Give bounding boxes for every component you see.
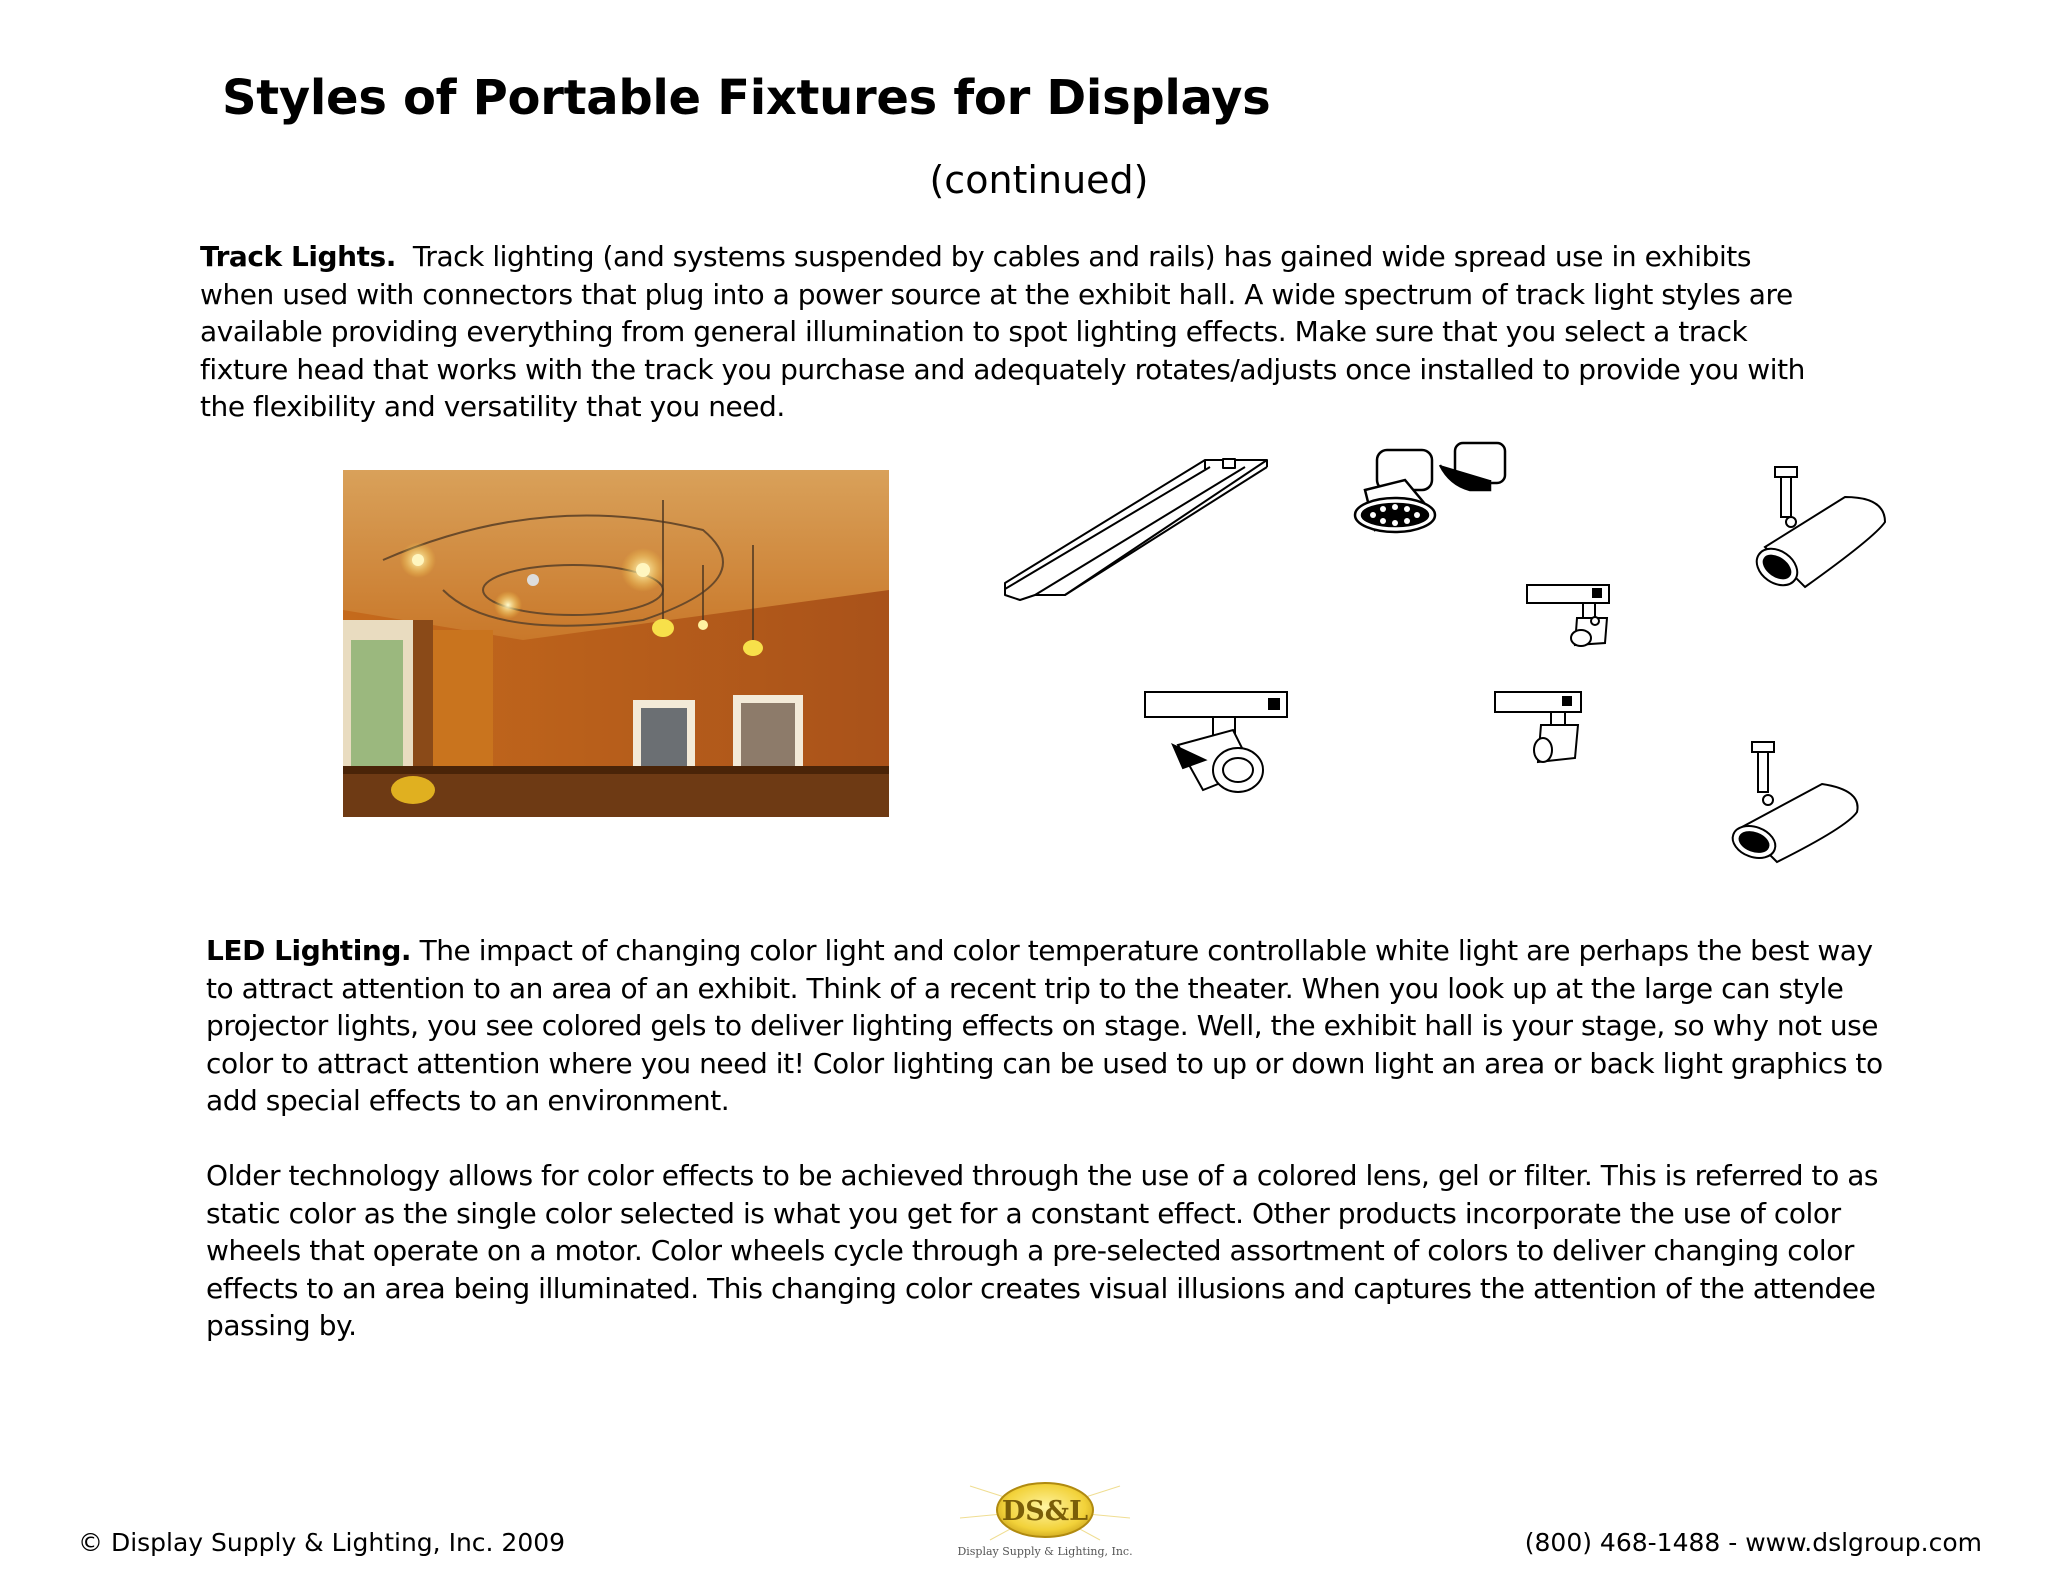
cylinder-track-head-illustration <box>1745 467 1890 597</box>
twin-spot-fixture-illustration <box>1355 435 1510 535</box>
logo-caption: Display Supply & Lighting, Inc. <box>957 1545 1133 1558</box>
small-track-head-illustration <box>1525 583 1615 653</box>
track-lighting-room-photo <box>343 470 889 817</box>
led-lighting-paragraph <box>206 932 1906 1120</box>
page-subtitle: (continued) <box>929 158 1149 202</box>
color-technology-paragraph: Older technology allows for color effects to be achieved through the use of a colored lens, gel or filter. This is referred to as static color as the single color selected is what you get for a constant effect. Other products incorporate the use of color wheels that operate on a motor. Color wheels cycle through a pre-selected assortment of colors to deliver changing color effects to an area being illuminated. This changing color creates visual illusions and captures the attention of the attendee passing by. <box>206 1159 1879 1342</box>
track-rail-illustration <box>1005 455 1270 605</box>
page-title: Styles of Portable Fixtures for Displays <box>222 70 1271 126</box>
compact-track-head-illustration <box>1493 690 1593 770</box>
track-head-with-housing-illustration <box>1143 690 1293 800</box>
led-lighting-body: The impact of changing color light and color temperature controllable white light are perhaps the best way to attract attention to an area of an exhibit. Think of a recent trip to the theater. When you look up at the large can style projector lights, you see colored gels to deliver lighting effects on stage. Well, the exhibit hall is your stage, so why not use color to attract attention where you need it! Color lighting can be used to up or down light an area or back light graphics to add special effects to an environment. <box>206 934 1883 1117</box>
track-lights-body: Track lighting (and systems suspended by cables and rails) has gained wide spread use in exhibits when used with connectors that plug into a power source at the exhibit hall. A wide spectrum of track light styles are available providing everything from general illumination to spot lighting effects. Make sure that you select a track fixture head that works with the track you purchase and adequately rotates/adjusts once installed to provide you with the flexibility and versatility that you need. <box>200 240 1805 423</box>
logo-text: DS&L <box>1001 1496 1089 1527</box>
track-lights-heading: Track Lights. <box>200 240 396 273</box>
cylinder-spot-fixture-illustration <box>1722 742 1867 872</box>
copyright-notice: © Display Supply & Lighting, Inc. 2009 <box>78 1528 566 1557</box>
contact-info: (800) 468-1488 - www.dslgroup.com <box>1524 1528 1982 1557</box>
track-lights-paragraph <box>200 238 1820 426</box>
led-lighting-heading: LED Lighting. <box>206 934 412 967</box>
